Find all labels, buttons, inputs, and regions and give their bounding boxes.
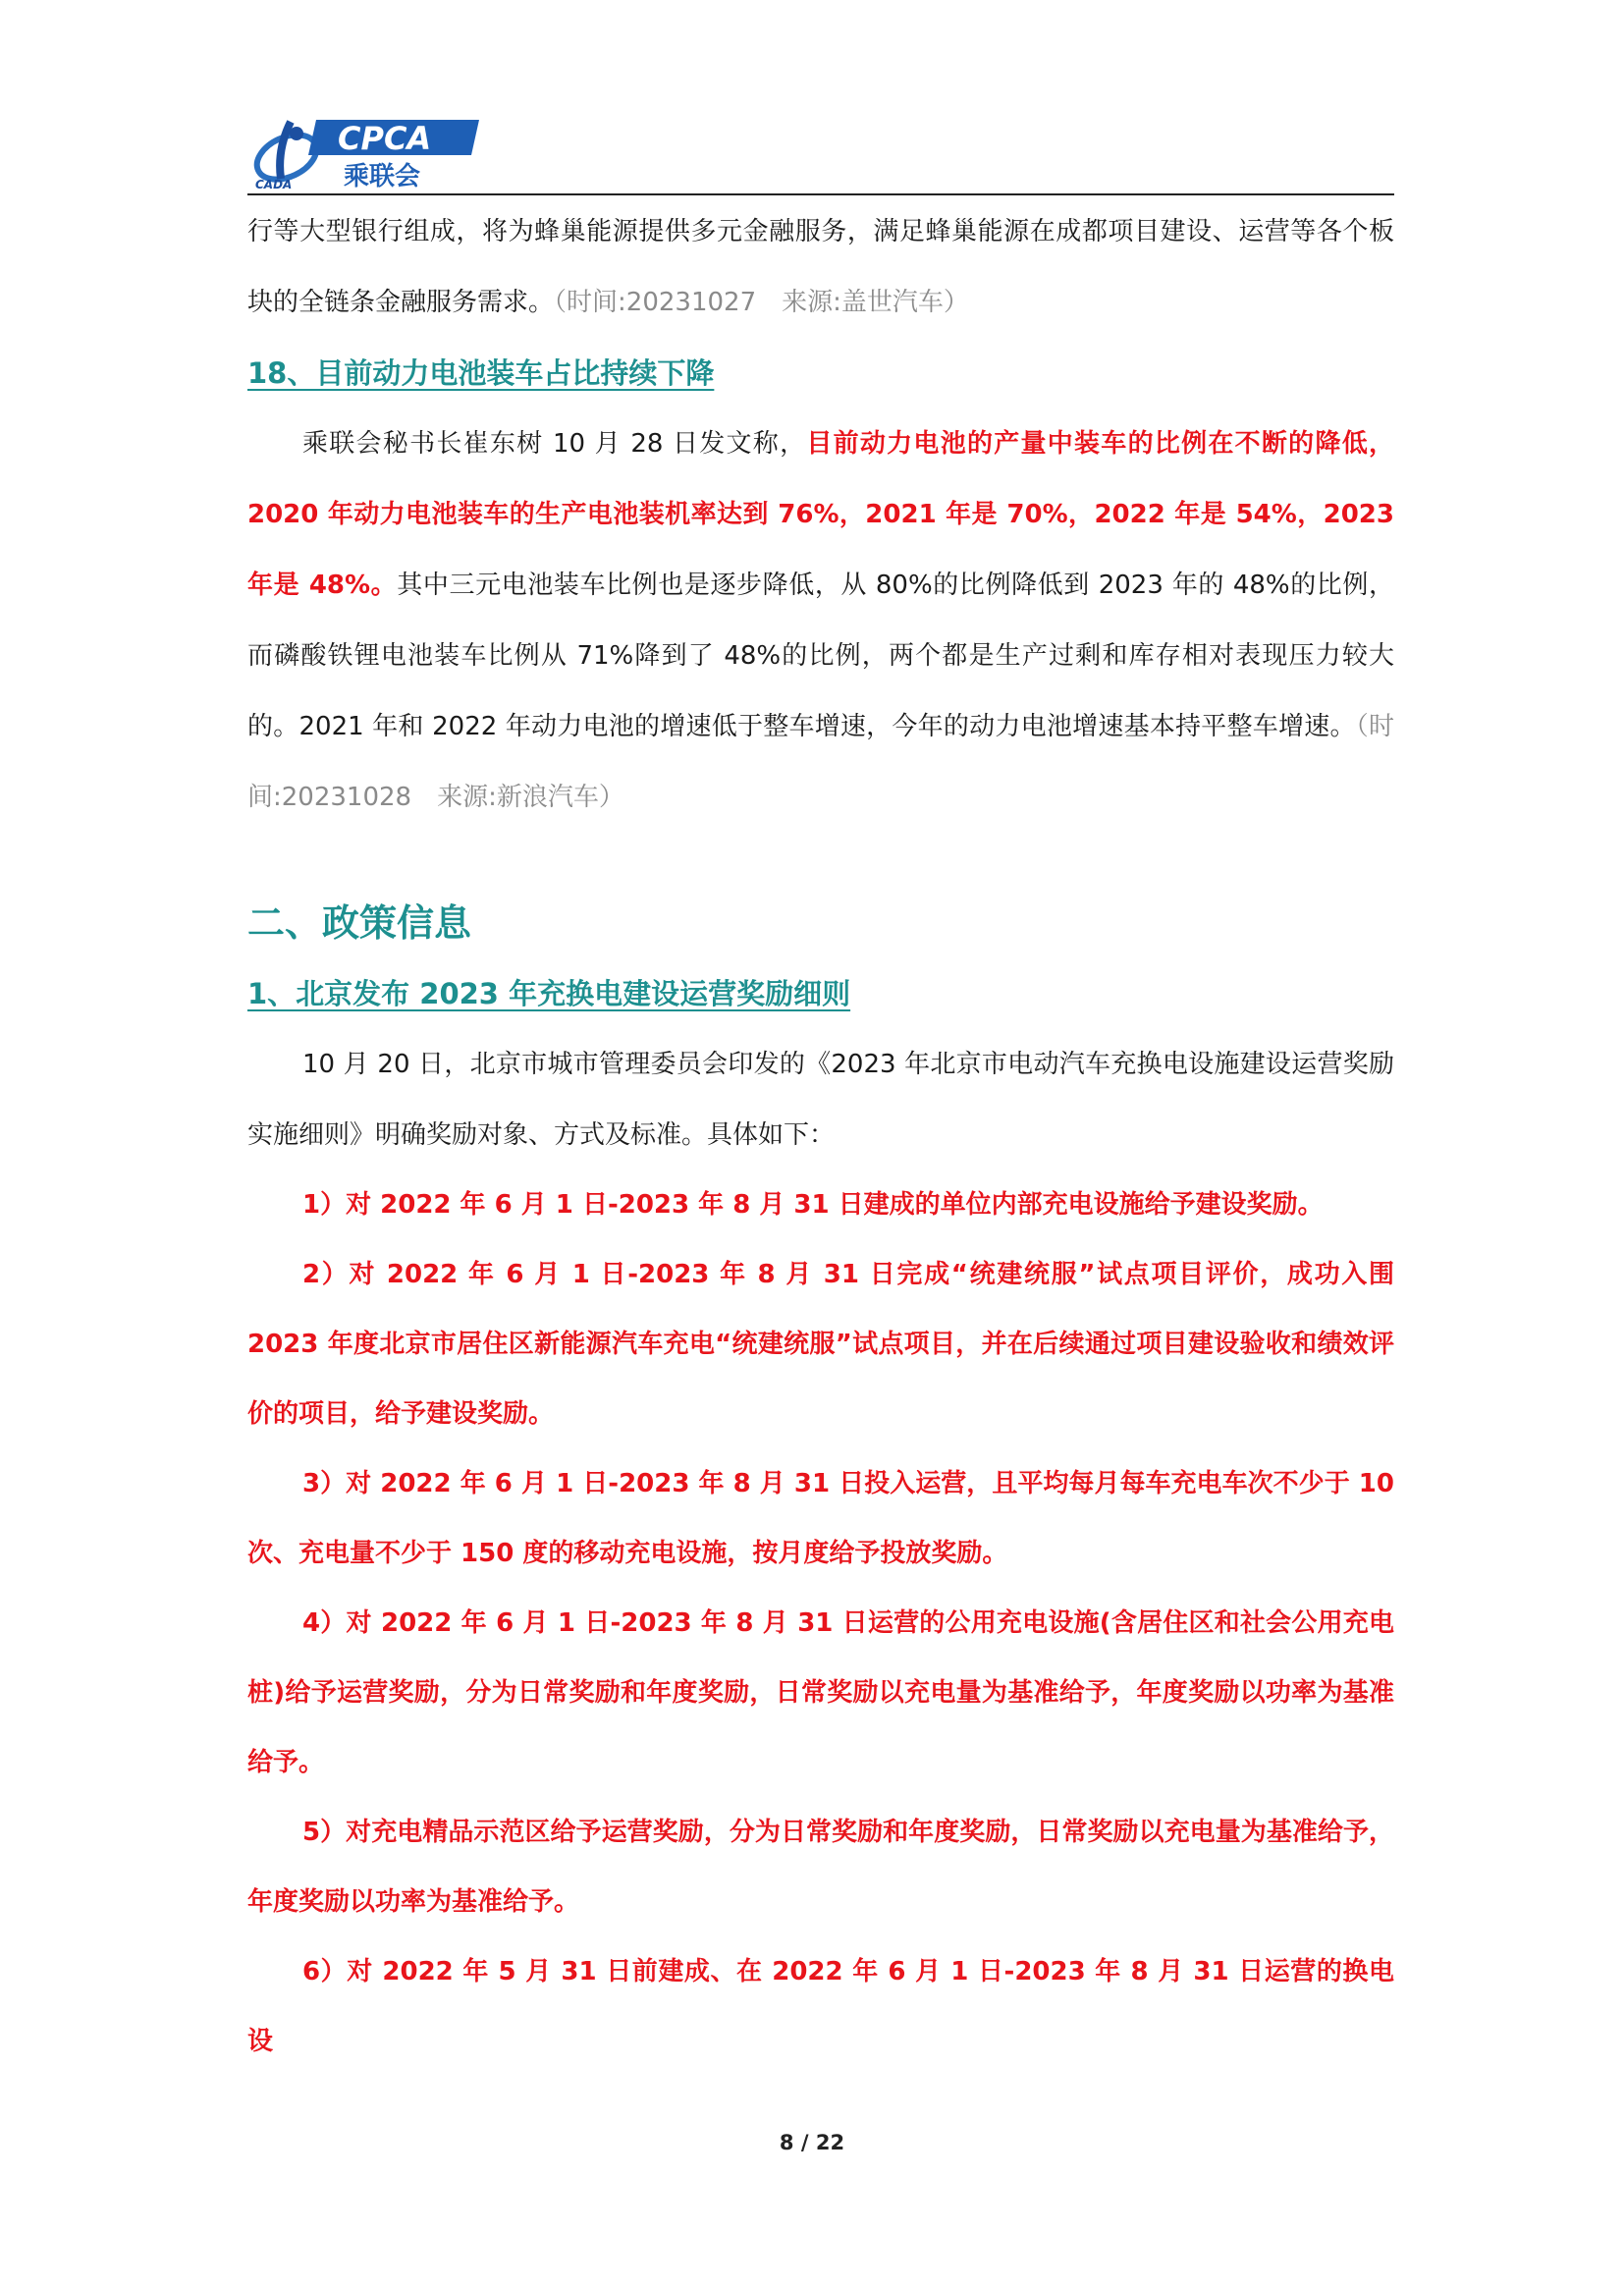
svg-text:CPCA: CPCA	[338, 120, 432, 157]
policy-point-2: 2）对 2022 年 6 月 1 日-2023 年 8 月 31 日完成“统建统服”试点项目评价，成功入围 2023 年度北京市居住区新能源汽车充电“统建统服”试点项目，并在后续通过项目建设验收和绩效评价的项目，给予建设奖励。	[247, 1260, 1394, 1429]
intro-source: （时间:20231027 来源:盖世汽车）	[554, 288, 969, 317]
intro-text: 行等大型银行组成，将为蜂巢能源提供多元金融服务，满足蜂巢能源在成都项目建设、运营等各个板块的全链条金融服务需求。	[247, 217, 1394, 317]
policy-point-4: 4）对 2022 年 6 月 1 日-2023 年 8 月 31 日运营的公用充电设施(含居住区和社会公用充电桩)给予运营奖励，分为日常奖励和年度奖励，日常奖励以充电量为基准给予，年度奖励以功率为基准给予。	[247, 1608, 1394, 1777]
svg-text:乘联会: 乘联会	[344, 162, 421, 191]
page-content	[247, 196, 1394, 2077]
item18-rest: 其中三元电池装车比例也是逐步降低，从 80%的比例降低到 2023 年的 48%的比例，而磷酸铁锂电池装车比例从 71%降到了 48%的比例，两个都是生产过剩和库存相对表现压力较大的。2021 年和 2022 年动力电池的增速低于整车增速，今年的动力电池增速基本持平整车增速。	[247, 571, 1394, 741]
intro-paragraph	[247, 196, 1394, 338]
policy-point-3: 3）对 2022 年 6 月 1 日-2023 年 8 月 31 日投入运营，且平均每月每车充电车次不少于 10 次、充电量不少于 150 度的移动充电设施，按月度给予投放奖励。	[247, 1469, 1394, 1568]
section-spacer	[247, 833, 1394, 888]
policy-point-5: 5）对充电精品示范区给予运营奖励，分为日常奖励和年度奖励，日常奖励以充电量为基准给予，年度奖励以功率为基准给予。	[247, 1818, 1394, 1917]
item18-source: （时间:20231028 来源:新浪汽车）	[247, 712, 1394, 812]
policy-item1-lead: 10 月 20 日，北京市城市管理委员会印发的《2023 年北京市电动汽车充换电设施建设运营奖励实施细则》明确奖励对象、方式及标准。具体如下：	[247, 1050, 1394, 1150]
section2-title: 二、政策信息	[247, 901, 472, 945]
item18-lead: 乘联会秘书长崔东树 10 月 28 日发文称，	[302, 429, 807, 459]
item18-title: 18、目前动力电池装车占比持续下降	[247, 356, 715, 390]
policy-item1-title: 1、北京发布 2023 年充换电建设运营奖励细则	[247, 977, 851, 1010]
page-number: 8 / 22	[779, 2131, 845, 2154]
policy-point-6: 6）对 2022 年 5 月 31 日前建成、在 2022 年 6 月 1 日-2023 年 8 月 31 日运营的换电设	[247, 1957, 1394, 2056]
svg-text:CADA: CADA	[255, 178, 293, 191]
header-rule	[247, 193, 1394, 195]
item18-paragraph	[247, 408, 1394, 833]
cpca-logo	[247, 110, 479, 192]
policy-point-1: 1）对 2022 年 6 月 1 日-2023 年 8 月 31 日建成的单位内部充电设施给予建设奖励。	[302, 1190, 1324, 1220]
item18-highlight: 目前动力电池的产量中装车的比例在不断的降低，2020 年动力电池装车的生产电池装机率达到 76%，2021 年是 70%，2022 年是 54%，2023 年是 48%。	[247, 429, 1394, 600]
